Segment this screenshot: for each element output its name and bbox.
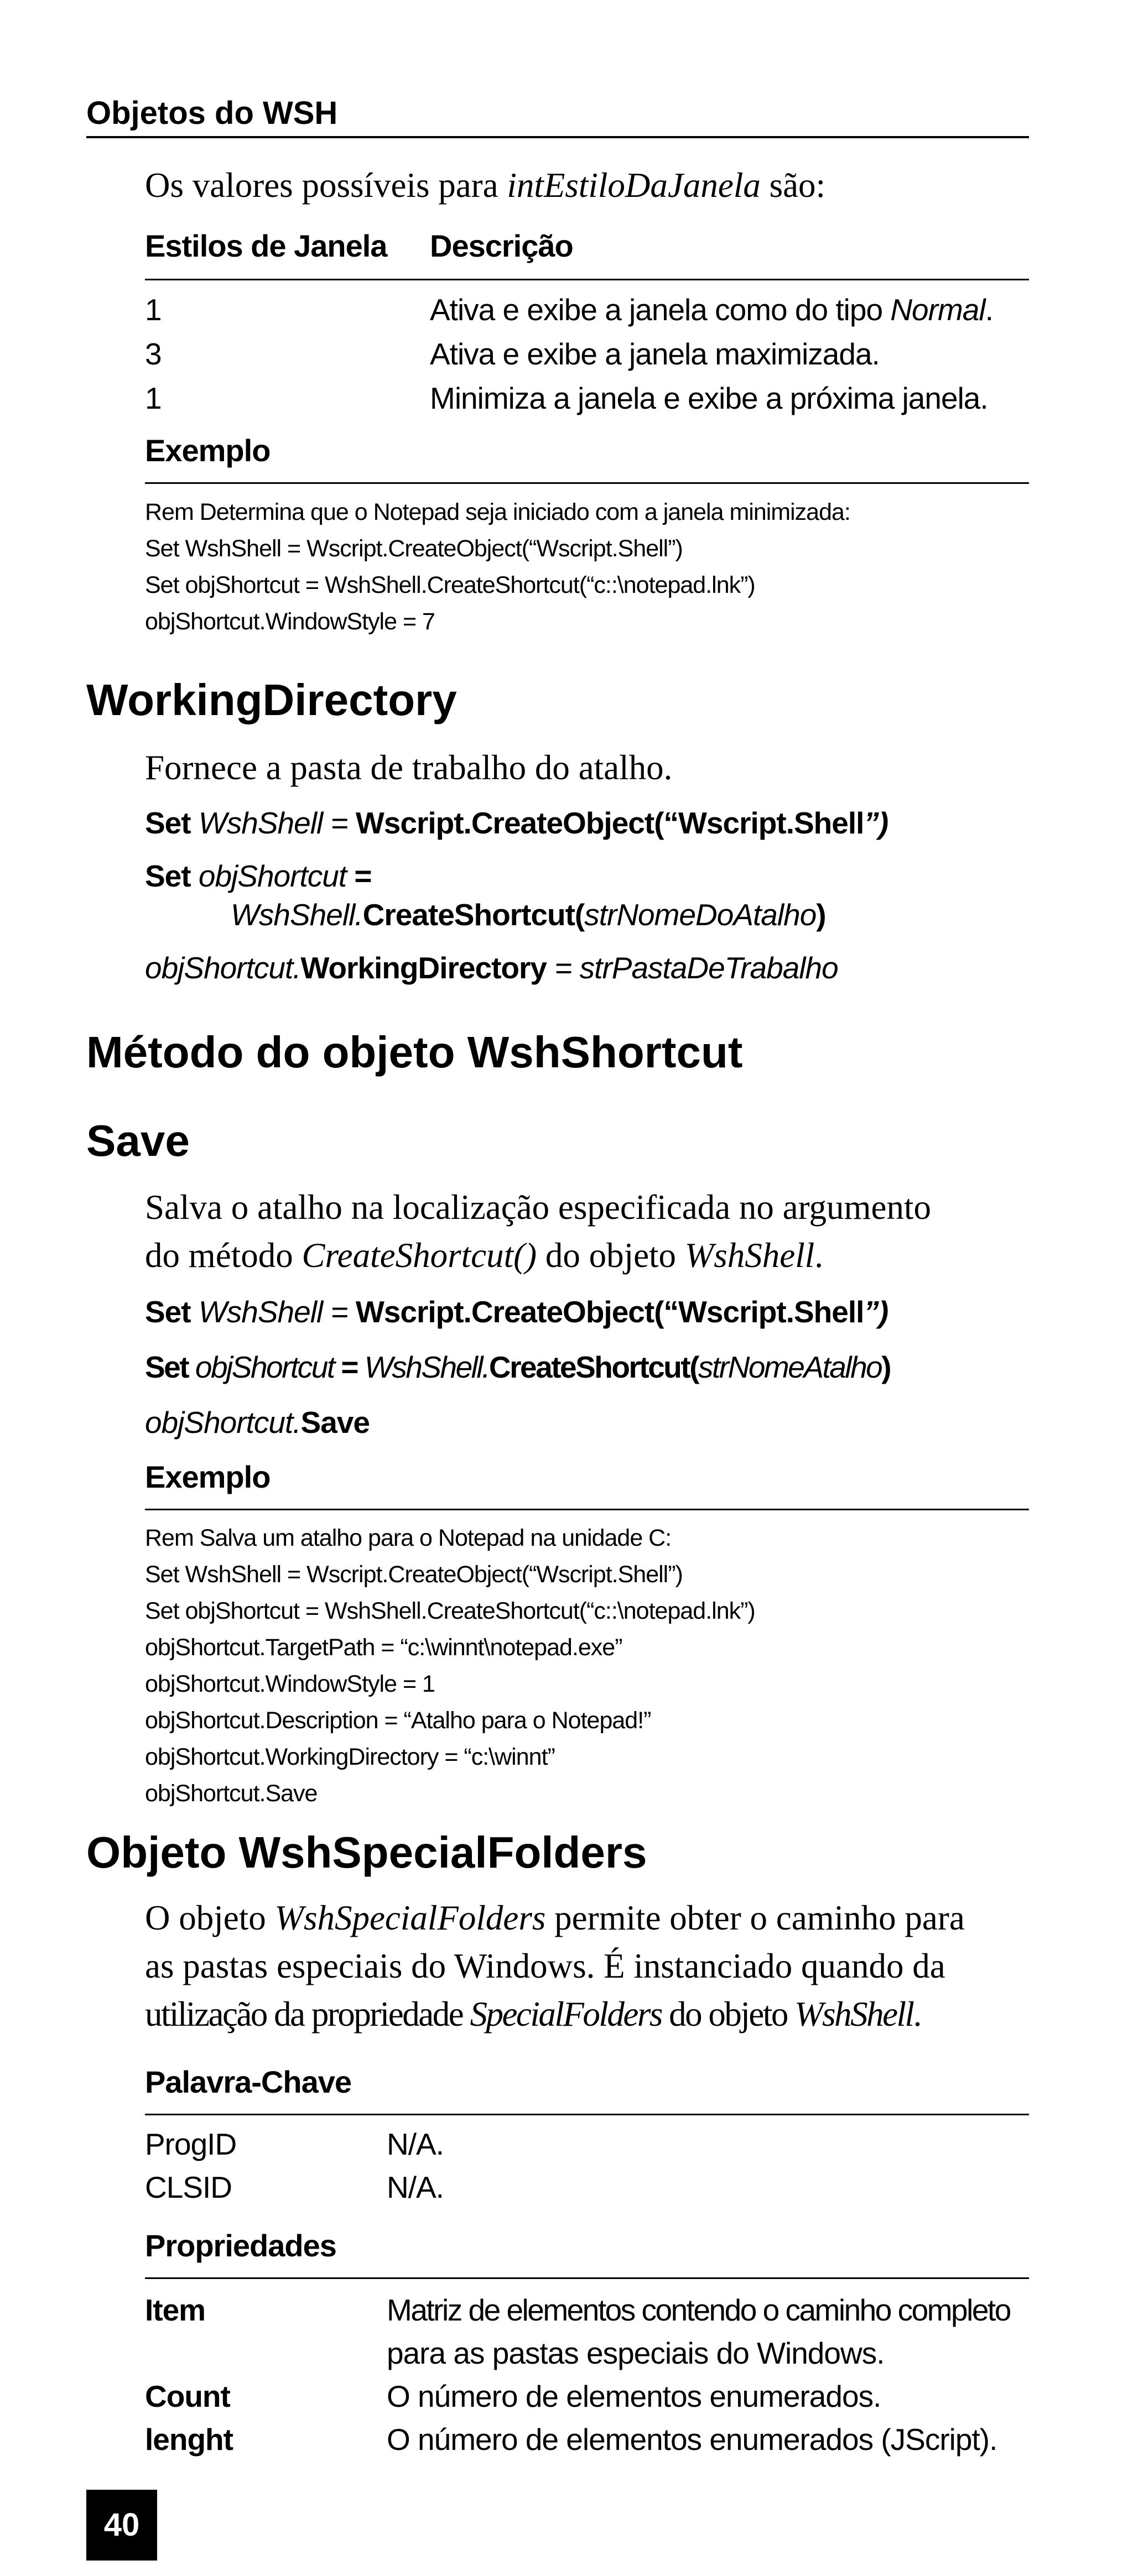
properties-table [145,2288,1029,2461]
window-style-table-header [145,227,1029,280]
keyword-set: Set [145,1295,199,1329]
window-style-intro [145,161,1029,210]
property-description: O número de elementos enumerados. [387,2379,881,2413]
syntax-operator: = [346,859,372,893]
code-line: Set objShortcut = WshShell.CreateShortcut(“c::\notepad.lnk”) [145,572,755,598]
keyword-value: N/A. [387,2127,444,2161]
code-line: Set WshShell = Wscript.CreateObject(“Wscript.Shell”) [145,1561,683,1588]
keyword-table [145,2123,1029,2209]
code-line: Set WshShell = Wscript.CreateObject(“Wscript.Shell”) [145,535,683,562]
keyword-key: CLSID [145,2170,232,2204]
code-line: objShortcut.WindowStyle = 7 [145,608,435,635]
keyword-label: Palavra-Chave [145,2063,1029,2115]
code-line: Rem Determina que o Notepad seja iniciado com a janela minimizada: [145,499,850,525]
heading-special-folders: Objeto WshSpecialFolders [86,1828,647,1877]
code-line: objShortcut.Description = “Atalho para o Notepad!” [145,1707,651,1734]
description-italic: Normal [890,293,985,327]
description-line: as pastas especiais do Windows. É instanciado quando da [145,1947,945,1985]
example-label: Exemplo [145,1458,1029,1510]
property-description: Matriz de elementos contendo o caminho completo para as pastas especiais do Windows. [387,2293,1010,2370]
intro-variable: intEstiloDaJanela [507,166,761,205]
syntax-call: CreateShortcut( [362,898,585,932]
keyword-key: ProgID [145,2127,237,2161]
syntax-object: objShortcut. [145,1405,301,1440]
heading-method: Método do objeto WshShortcut [86,1028,743,1077]
working-directory-syntax [145,804,1029,987]
syntax-property: WorkingDirectory [300,951,547,985]
intro-text: Os valores possíveis para [145,166,507,205]
object-name: WshShell [794,1995,913,2033]
description-text: Ativa e exibe a janela como do tipo [430,293,891,327]
syntax-variable: WshShell [198,1295,323,1329]
property-name: Item [145,2293,206,2327]
description-line: O objeto WshSpecialFolders permite obter o caminho para [145,1899,965,1937]
property-description: O número de elementos enumerados (JScript). [387,2422,997,2457]
syntax-operator: = [323,1295,356,1329]
page-number: 40 [86,2490,157,2561]
running-header: Objetos do WSH [86,94,1029,138]
code-line: objShortcut.WindowStyle = 1 [145,1671,435,1697]
keyword-set: Set [145,806,199,840]
syntax-call: Wscript.CreateObject(“Wscript.Shell [355,806,864,840]
syntax-line [145,948,1029,987]
syntax-method: Save [300,1405,370,1440]
syntax-close: ) [881,1350,891,1384]
table-row [145,332,1029,376]
keyword-set: Set [145,1350,195,1384]
syntax-close: ) [816,898,826,932]
save-syntax [145,1292,1029,1442]
keyword-set: Set [145,859,199,893]
syntax-line [145,804,1029,842]
style-value: 3 [145,337,162,371]
table-row [145,2166,1029,2209]
syntax-variable: objShortcut [195,1350,334,1384]
description-text: Ativa e exibe a janela maximizada. [430,337,880,371]
column-header-style: Estilos de Janela [145,228,387,263]
properties-label: Propriedades [145,2226,1029,2279]
working-directory-description: Fornece a pasta de trabalho do atalho. [145,748,673,787]
style-value: 1 [145,293,162,327]
object-name: WshShell [684,1236,815,1275]
description-line: utilização da propriedade SpecialFolders do objeto WshShell. [145,1995,921,2033]
table-row [145,2375,1029,2418]
special-folders-description [145,1894,1029,2038]
table-row [145,2123,1029,2166]
property-name: SpecialFolders [470,1995,662,2033]
style-description [430,376,1029,420]
syntax-operator: = [334,1350,365,1384]
code-example-window-style [145,494,1029,640]
syntax-call: Wscript.CreateObject(“Wscript.Shell [355,1295,864,1329]
syntax-line [145,1348,1029,1386]
method-name: CreateShortcut() [302,1236,537,1275]
description-end: . [985,293,993,327]
keyword-value: N/A. [387,2170,444,2204]
save-description [145,1183,1029,1280]
code-example-save [145,1520,1029,1812]
property-name: lenght [145,2422,233,2457]
syntax-call-end: ”) [864,1295,888,1329]
syntax-object: WshShell. [231,898,363,932]
example-label: Exemplo [145,431,1029,484]
object-name: WshSpecialFolders [274,1899,546,1937]
syntax-variable: WshShell [198,806,323,840]
style-description [430,332,1029,376]
syntax-argument: strNomeDoAtalho [584,898,817,932]
save-description-line: Salva o atalho na localização especificada no argumento [145,1188,931,1227]
syntax-assignment: = strPastaDeTrabalho [546,951,838,985]
intro-text-end: são: [760,166,826,205]
style-value: 1 [145,381,162,415]
style-description [430,288,1029,332]
syntax-line [145,1292,1029,1331]
syntax-line [145,857,1029,895]
column-header-description: Descrição [430,228,573,263]
save-description-line: do método CreateShortcut() do objeto WshShell. [145,1236,824,1275]
code-line: objShortcut.Save [145,1780,318,1807]
table-row [145,376,1029,420]
syntax-call: CreateShortcut( [488,1350,699,1384]
code-line: objShortcut.WorkingDirectory = “c:\winnt” [145,1744,555,1770]
syntax-line [145,895,1029,934]
heading-working-directory: WorkingDirectory [86,675,457,724]
syntax-object: WshShell. [364,1350,489,1384]
heading-save: Save [86,1116,190,1165]
syntax-operator: = [323,806,356,840]
window-style-table [145,288,1029,420]
syntax-argument: strNomeAtalho [698,1350,882,1384]
table-row [145,2418,1029,2461]
syntax-call-end: ”) [864,806,888,840]
property-name: Count [145,2379,230,2413]
syntax-line [145,1403,1029,1442]
syntax-variable: objShortcut [198,859,347,893]
syntax-object: objShortcut. [145,951,301,985]
code-line: objShortcut.TargetPath = “c:\winnt\notepad.exe” [145,1634,622,1661]
description-text: Minimiza a janela e exibe a próxima janela. [430,381,988,415]
table-row [145,2288,1029,2375]
table-row [145,288,1029,332]
code-line: Rem Salva um atalho para o Notepad na unidade C: [145,1525,672,1551]
code-line: Set objShortcut = WshShell.CreateShortcut(“c::\notepad.lnk”) [145,1598,755,1624]
